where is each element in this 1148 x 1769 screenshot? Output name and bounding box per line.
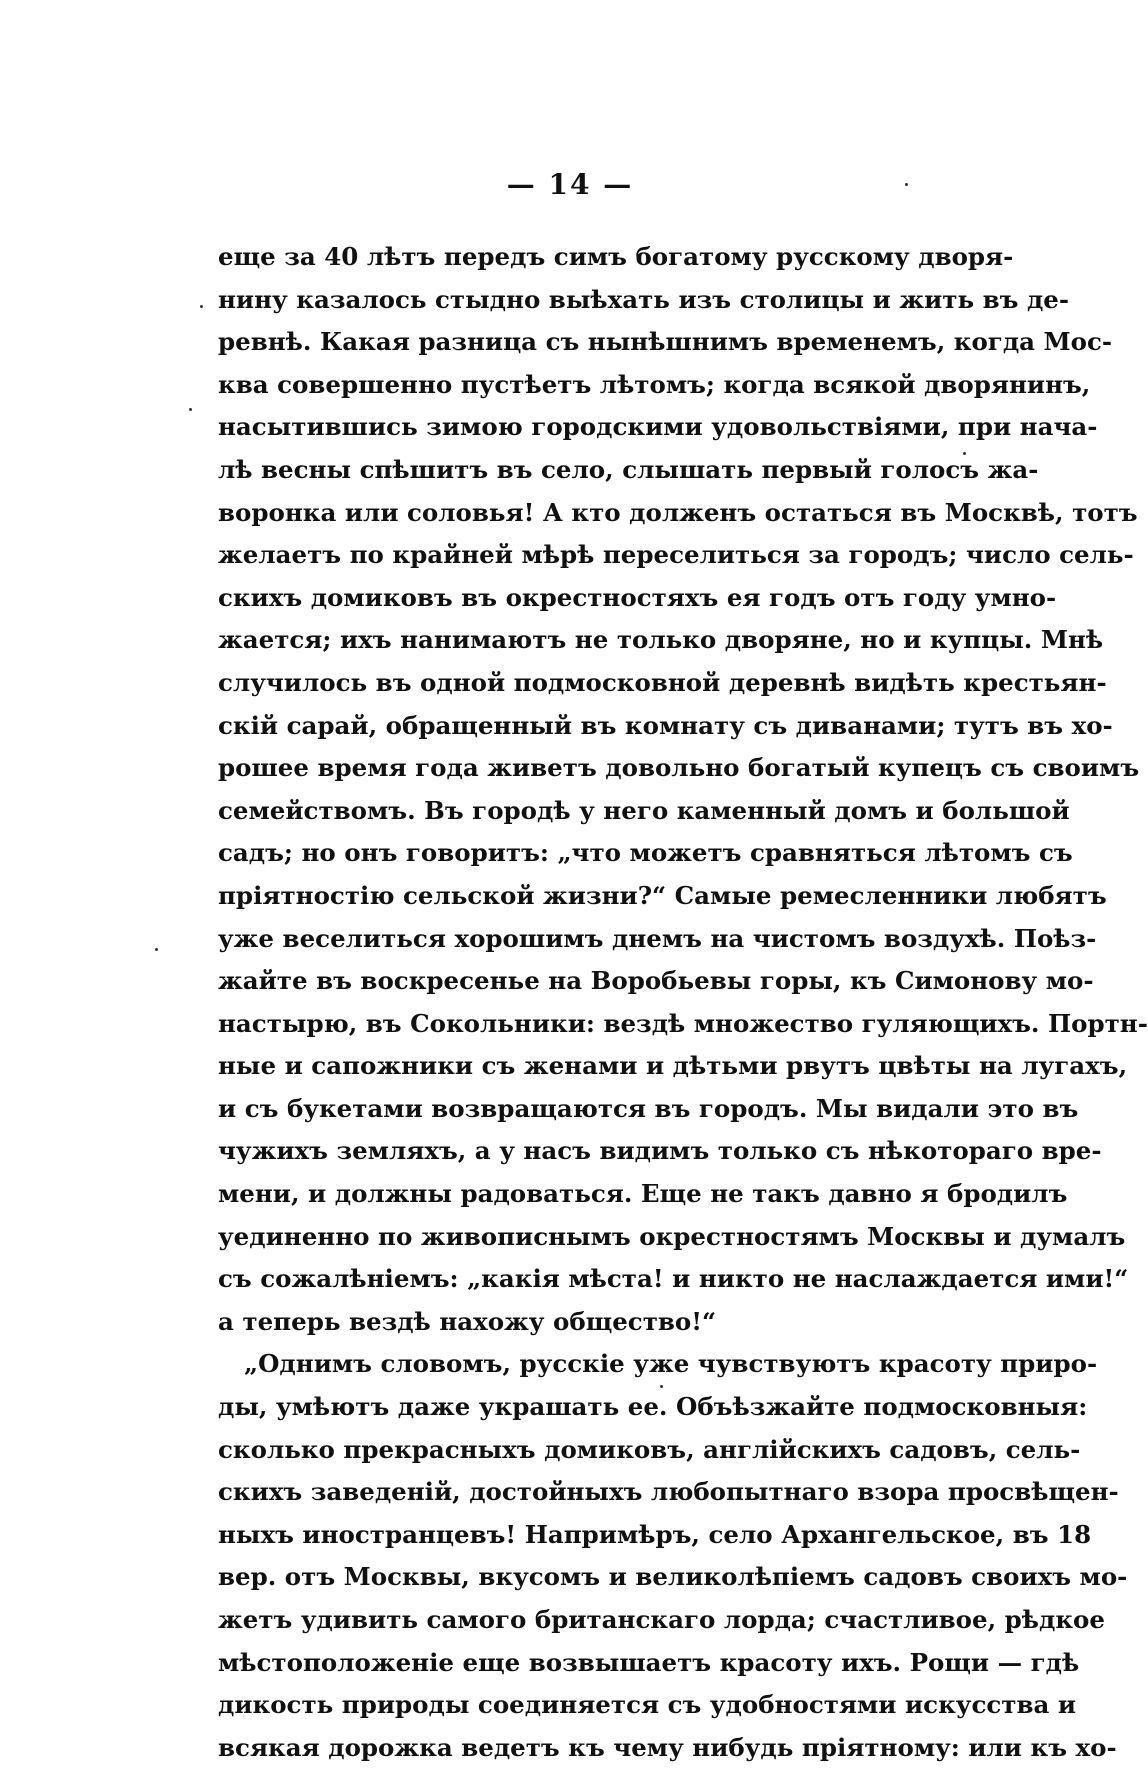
text-line: настырю, въ Сокольники: вездѣ множество гуляющихъ. Портн- xyxy=(218,1008,1148,1038)
page-number: — 14 — xyxy=(506,168,634,201)
text-line: случилось въ одной подмосковной деревнѣ видѣть крестьян- xyxy=(218,667,1107,697)
text-line: „Однимъ словомъ, русскiе уже чувствуютъ красоту приро- xyxy=(244,1349,1098,1379)
print-speck xyxy=(660,1385,663,1388)
text-line: семействомъ. Въ городѣ у него каменный домъ и большой xyxy=(218,795,1070,825)
text-line: скихъ заведенiй, достойныхъ любопытнаго взора просвѣщен- xyxy=(218,1477,1119,1507)
text-line: насытившись зимою городскими удовольствiями, при нача- xyxy=(218,412,1098,442)
text-line: скiй сарай, обращенный въ комнату съ диванами; тутъ въ хо- xyxy=(218,710,1113,740)
text-line: чужихъ земляхъ, а у насъ видимъ только съ нѣкотораго вре- xyxy=(218,1136,1102,1166)
text-line: ды, умѣютъ даже украшать ее. Объѣзжайте подмосковныя: xyxy=(218,1392,1088,1422)
text-line: вер. отъ Москвы, вкусомъ и великолѣпiемъ садовъ своихъ мо- xyxy=(218,1562,1128,1592)
text-line: рошее время года живетъ довольно богатый купецъ съ своимъ xyxy=(218,753,1140,783)
text-line: желаетъ по крайней мѣрѣ переселиться за городъ; число сель- xyxy=(218,540,1134,570)
text-line: ныхъ иностранцевъ! Напримѣръ, село Архангельское, въ 18 xyxy=(218,1519,1092,1549)
text-line: мѣстоположенiе еще возвышаетъ красоту ихъ. Рощи — гдѣ xyxy=(218,1647,1080,1677)
print-speck xyxy=(200,305,203,308)
print-speck xyxy=(905,183,908,186)
body-text xyxy=(218,236,1148,1769)
text-line: нину казалось стыдно выѣхать изъ столицы и жить въ де- xyxy=(218,284,1070,314)
text-line: ные и сапожники съ женами и дѣтьми рвутъ цвѣты на лугахъ, xyxy=(218,1051,1128,1081)
text-line: всякая дорожка ведетъ къ чему нибудь прiятному: или къ хо- xyxy=(218,1732,1117,1762)
text-line: мени, и должны радоваться. Еще не такъ давно я бродилъ xyxy=(218,1179,1068,1209)
text-line: воронка или соловья! А кто долженъ остаться въ Москвѣ, тотъ xyxy=(218,497,1138,527)
text-line: ревнѣ. Какая разница съ нынѣшнимъ временемъ, когда Мос- xyxy=(218,327,1113,357)
text-line: жается; ихъ нанимаютъ не только дворяне, но и купцы. Мнѣ xyxy=(218,625,1104,655)
text-line: уже веселиться хорошимъ днемъ на чистомъ воздухѣ. Поѣз- xyxy=(218,923,1097,953)
text-line: дикость природы соединяется съ удобностями искусства и xyxy=(218,1690,1077,1720)
text-line: а теперь вездѣ нахожу общество!“ xyxy=(218,1306,717,1336)
text-line: садъ; но онъ говоритъ: „что можетъ сравняться лѣтомъ съ xyxy=(218,838,1073,868)
text-line: прiятностiю сельской жизни?“ Самые ремесленники любятъ xyxy=(218,880,1107,910)
text-line: съ сожалѣнiемъ: „какiя мѣста! и никто не наслаждается ими!“ xyxy=(218,1264,1129,1294)
print-speck xyxy=(155,948,158,951)
text-line: сколько прекрасныхъ домиковъ, англiйскихъ садовъ, сель- xyxy=(218,1434,1081,1464)
text-line: жайте въ воскресенье на Воробьевы горы, къ Симонову мо- xyxy=(218,966,1094,996)
text-line: лѣ весны спѣшитъ въ село, слышать первый голосъ жа- xyxy=(218,454,1039,484)
text-line: и съ букетами возвращаются въ городъ. Мы видали это въ xyxy=(218,1093,1079,1123)
text-line: уединенно по живописнымъ окрестностямъ Москвы и думалъ xyxy=(218,1221,1126,1251)
text-line: скихъ домиковъ въ окрестностяхъ ея годъ отъ году умно- xyxy=(218,582,1057,612)
text-line: еще за 40 лѣтъ передъ симъ богатому русскому дворя- xyxy=(218,242,1014,271)
print-speck xyxy=(963,452,966,455)
print-speck xyxy=(189,408,192,411)
text-line: жетъ удивить самого британскаго лорда; счастливое, рѣдкое xyxy=(218,1605,1105,1634)
text-line: ква совершенно пустѣетъ лѣтомъ; когда всякой дворянинъ, xyxy=(218,369,1091,399)
